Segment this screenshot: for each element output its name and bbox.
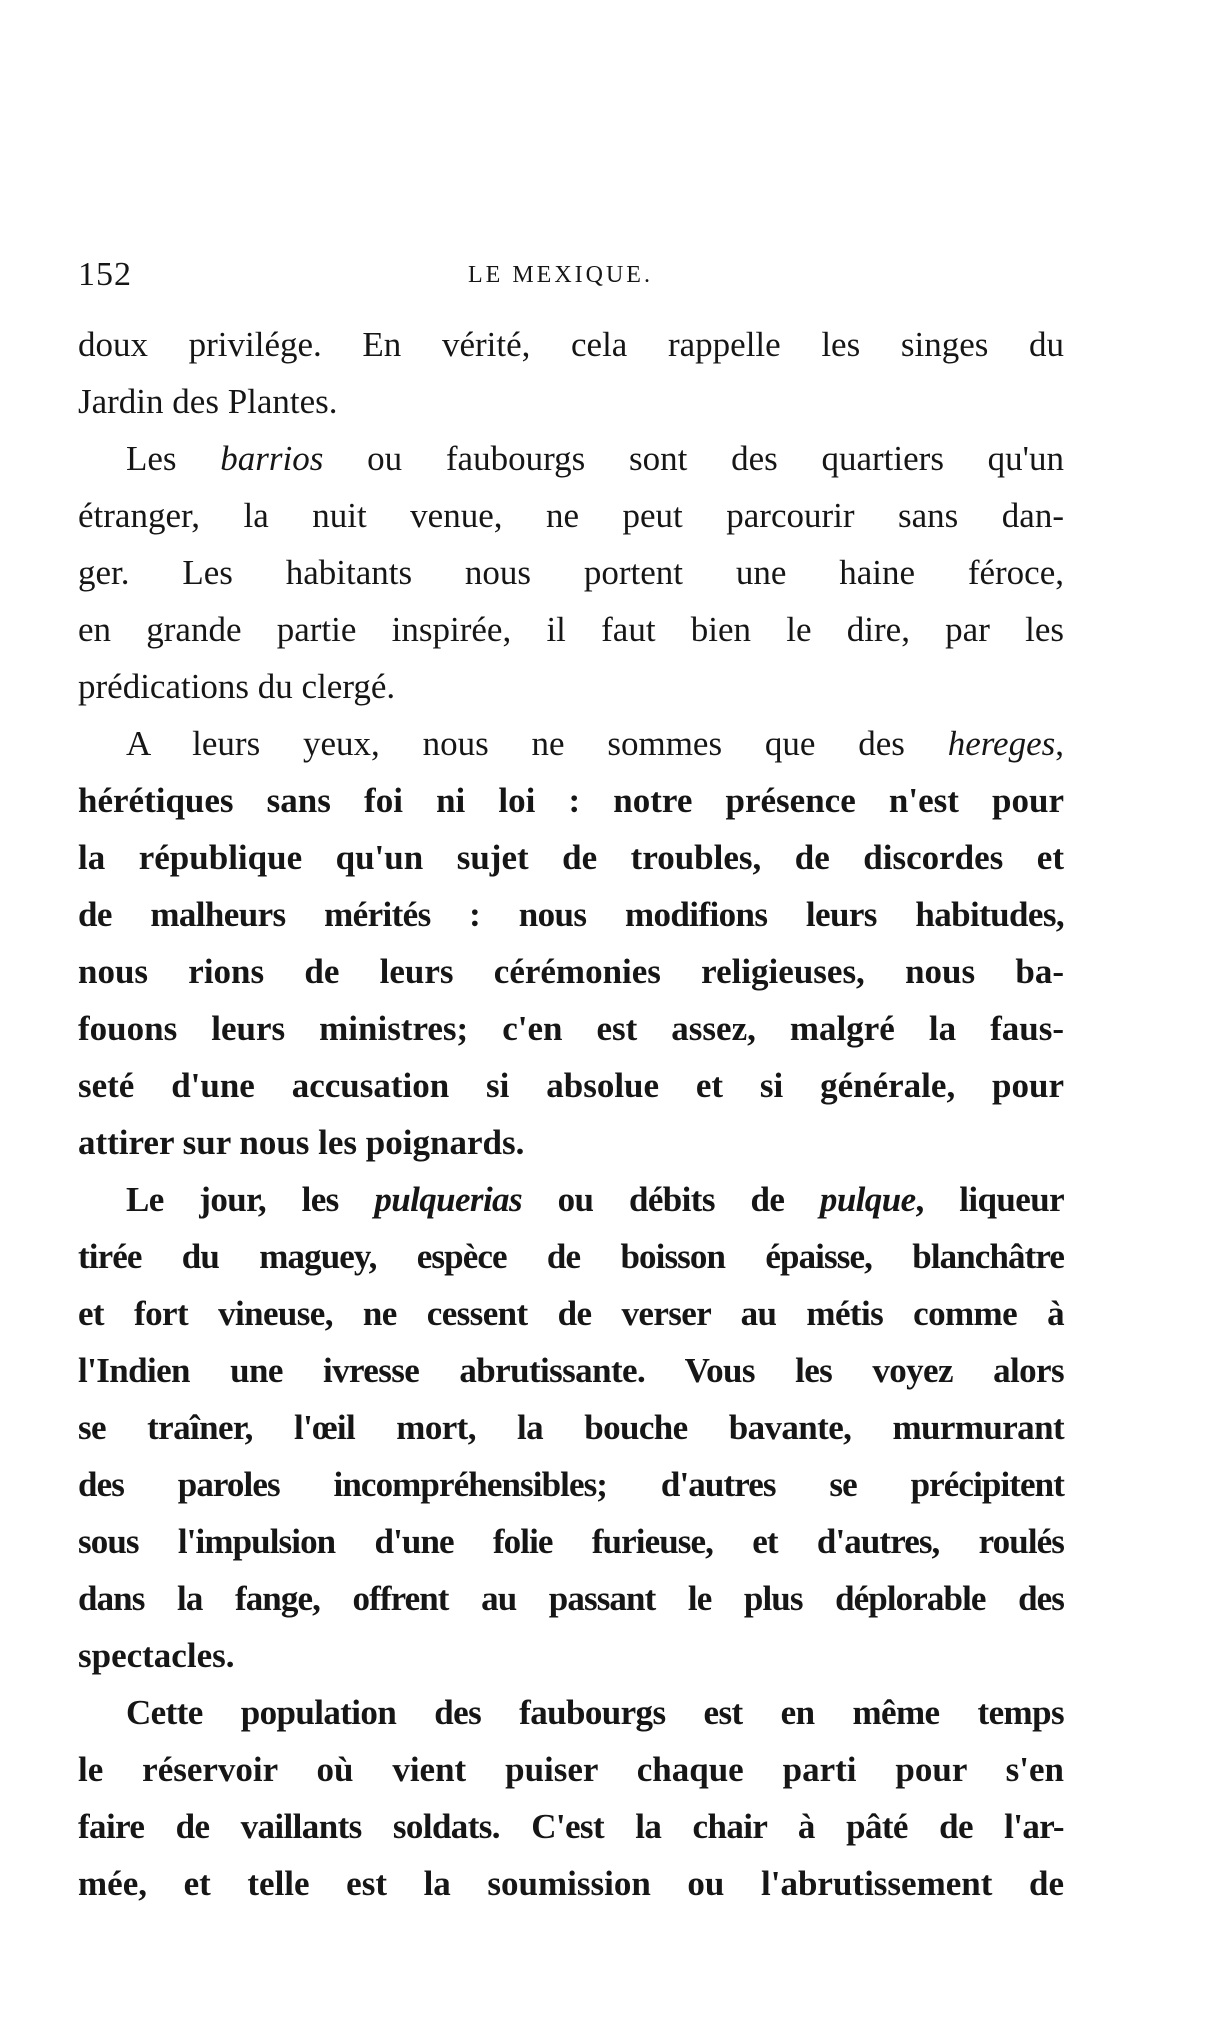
- text-segment: ou faubourgs sont des quartiers qu'un: [323, 439, 1064, 478]
- text-line: Cette population des faubourgs est en même temps: [126, 1693, 1064, 1732]
- text-segment: , liqueur: [915, 1180, 1065, 1219]
- text-line: nous rions de leurs cérémonies religieuses, nous ba-: [78, 952, 1064, 991]
- italic-term: hereges: [947, 724, 1056, 763]
- text-line: se traîner, l'œil mort, la bouche bavante, murmurant: [78, 1408, 1064, 1447]
- text-line: spectacles.: [78, 1636, 235, 1675]
- page-number: 152: [78, 256, 132, 293]
- text-line: doux privilége. En vérité, cela rappelle les singes du: [78, 325, 1064, 364]
- text-segment: Les: [126, 439, 221, 478]
- text-line: en grande partie inspirée, il faut bien le dire, par les: [78, 610, 1064, 649]
- text-line: étranger, la nuit venue, ne peut parcourir sans dan-: [78, 496, 1064, 535]
- text-line: le réservoir où vient puiser chaque parti pour s'en: [78, 1750, 1064, 1789]
- italic-term: barrios: [220, 439, 324, 478]
- text-line: prédications du clergé.: [78, 667, 396, 706]
- text-line: dans la fange, offrent au passant le plus déplorable des: [78, 1579, 1064, 1618]
- text-line: Jardin des Plantes.: [78, 382, 338, 421]
- text-line: [78, 430, 1064, 487]
- text-line: seté d'une accusation si absolue et si générale, pour: [78, 1066, 1064, 1105]
- body-text: [78, 316, 1064, 1912]
- text-line: sous l'impulsion d'une folie furieuse, et d'autres, roulés: [78, 1522, 1064, 1561]
- text-line: mée, et telle est la soumission ou l'abrutissement de: [78, 1864, 1064, 1903]
- italic-term: pulque: [819, 1180, 916, 1219]
- text-line: des paroles incompréhensibles; d'autres se précipitent: [78, 1465, 1064, 1504]
- italic-term: pulquerias: [374, 1180, 522, 1219]
- running-head: LE MEXIQUE.: [468, 262, 653, 288]
- text-line: ger. Les habitants nous portent une haine féroce,: [78, 553, 1064, 592]
- text-line: faire de vaillants soldats. C'est la chair à pâté de l'ar-: [78, 1807, 1064, 1846]
- text-line: attirer sur nous les poignards.: [78, 1123, 525, 1162]
- text-line: l'Indien une ivresse abrutissante. Vous les voyez alors: [78, 1351, 1064, 1390]
- text-line: [78, 1171, 1064, 1228]
- text-line: fouons leurs ministres; c'en est assez, malgré la faus-: [78, 1009, 1064, 1048]
- text-line: et fort vineuse, ne cessent de verser au métis comme à: [78, 1294, 1064, 1333]
- text-segment: Le jour, les: [126, 1180, 375, 1219]
- text-line: la république qu'un sujet de troubles, de discordes et: [78, 838, 1064, 877]
- text-segment: ,: [1055, 724, 1064, 763]
- text-line: hérétiques sans foi ni loi : notre présence n'est pour: [78, 781, 1064, 820]
- text-line: tirée du maguey, espèce de boisson épaisse, blanchâtre: [78, 1237, 1064, 1276]
- text-segment: ou débits de: [521, 1180, 820, 1219]
- text-line: [78, 715, 1064, 772]
- text-line: de malheurs mérités : nous modifions leurs habitudes,: [78, 895, 1064, 934]
- text-segment: A leurs yeux, nous ne sommes que des: [126, 724, 948, 763]
- page-header: [78, 256, 1064, 300]
